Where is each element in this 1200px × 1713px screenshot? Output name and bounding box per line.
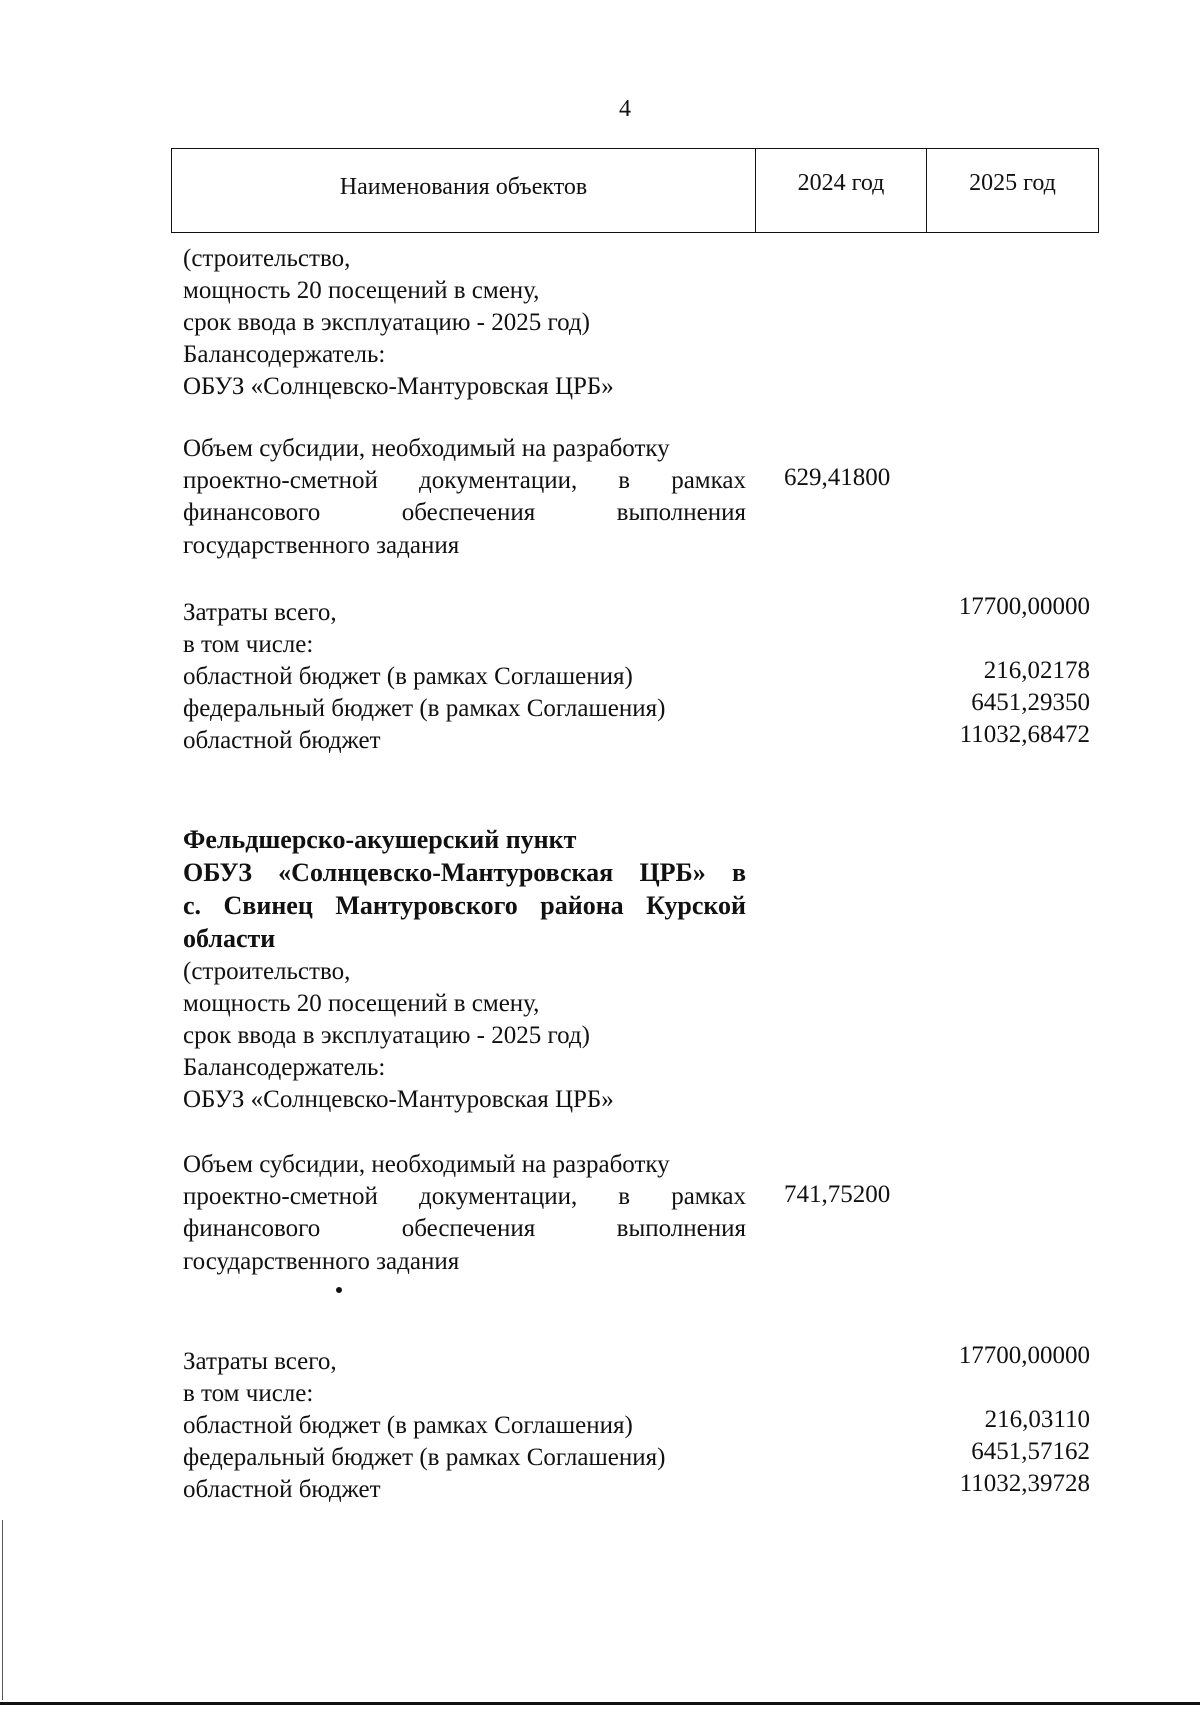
block2-title-line: области [183,924,276,953]
header-objects-name: Наименования объектов [172,149,756,232]
block2-subsidy-2024: 741,75200 [784,1181,891,1208]
block1-line: срок ввода в эксплуатацию - 2025 год) [183,309,590,336]
block2-incl-label: в том числе: [183,1380,314,1407]
block2-line: (строительство, [183,958,351,985]
header-year-2024: 2024 год [756,149,927,232]
block2-line: ОБУЗ «Солнцевско-Мантуровская ЦРБ» [183,1086,614,1113]
block2-subsidy-line: государственного задания [183,1248,460,1275]
stray-dot-mark [336,1287,342,1293]
block2-total-2025: 17700,00000 [958,1342,1090,1369]
scan-bottom-rule [0,1702,1200,1705]
table-header [171,148,1099,233]
block1-line: ОБУЗ «Солнцевско-Мантуровская ЦРБ» [183,373,614,400]
block1-line: Балансодержатель: [183,341,386,368]
block1-incl-label: в том числе: [183,631,314,658]
block1-subsidy-line: государственного задания [183,532,460,559]
block2-regional-label: областной бюджет [183,1476,381,1503]
block2-line: срок ввода в эксплуатацию - 2025 год) [183,1022,590,1049]
page-number: 4 [619,96,631,122]
block1-federal-agreement-2025: 6451,29350 [971,689,1090,716]
block1-federal-agreement-label: федеральный бюджет (в рамках Соглашения) [183,695,666,722]
block2-subsidy-line: проектно-сметной документации, в рамках [183,1183,746,1210]
block2-title-line: ОБУЗ «Солнцевско-Мантуровская ЦРБ» в [183,858,746,887]
block1-regional-agreement-label: областной бюджет (в рамках Соглашения) [183,663,633,690]
block1-regional-agreement-2025: 216,02178 [983,657,1090,684]
block2-regional-agreement-label: областной бюджет (в рамках Соглашения) [183,1412,633,1439]
block2-title-line: Фельдшерско-акушерский пункт [183,825,577,854]
block2-line: мощность 20 посещений в смену, [183,990,540,1017]
block2-subsidy-line: финансового обеспечения выполнения [183,1215,746,1242]
header-year-2025: 2025 год [969,170,1056,196]
block1-line: (строительство, [183,245,351,272]
block2-federal-agreement-label: федеральный бюджет (в рамках Соглашения) [183,1444,666,1471]
block2-line: Балансодержатель: [183,1054,386,1081]
block1-regional-2025: 11032,68472 [959,721,1090,748]
scan-edge-line [2,1520,3,1700]
block1-line: мощность 20 посещений в смену, [183,277,540,304]
block1-subsidy-line: финансового обеспечения выполнения [183,499,746,526]
block2-federal-agreement-2025: 6451,57162 [971,1438,1090,1465]
block1-regional-label: областной бюджет [183,727,381,754]
block1-total-2025: 17700,00000 [958,593,1090,620]
block2-total-label: Затраты всего, [183,1348,337,1375]
block2-title-line: с. Свинец Мантуровского района Курской [183,891,746,920]
block1-subsidy-line: проектно-сметной документации, в рамках [183,467,746,494]
block1-subsidy-2024: 629,41800 [784,464,891,491]
block1-total-label: Затраты всего, [183,599,337,626]
block1-subsidy-line: Объем субсидии, необходимый на разработку [183,435,670,462]
block2-subsidy-line: Объем субсидии, необходимый на разработку [183,1151,670,1178]
block2-regional-2025: 11032,39728 [959,1470,1090,1497]
block2-regional-agreement-2025: 216,03110 [984,1406,1090,1433]
block2-title [183,823,746,955]
